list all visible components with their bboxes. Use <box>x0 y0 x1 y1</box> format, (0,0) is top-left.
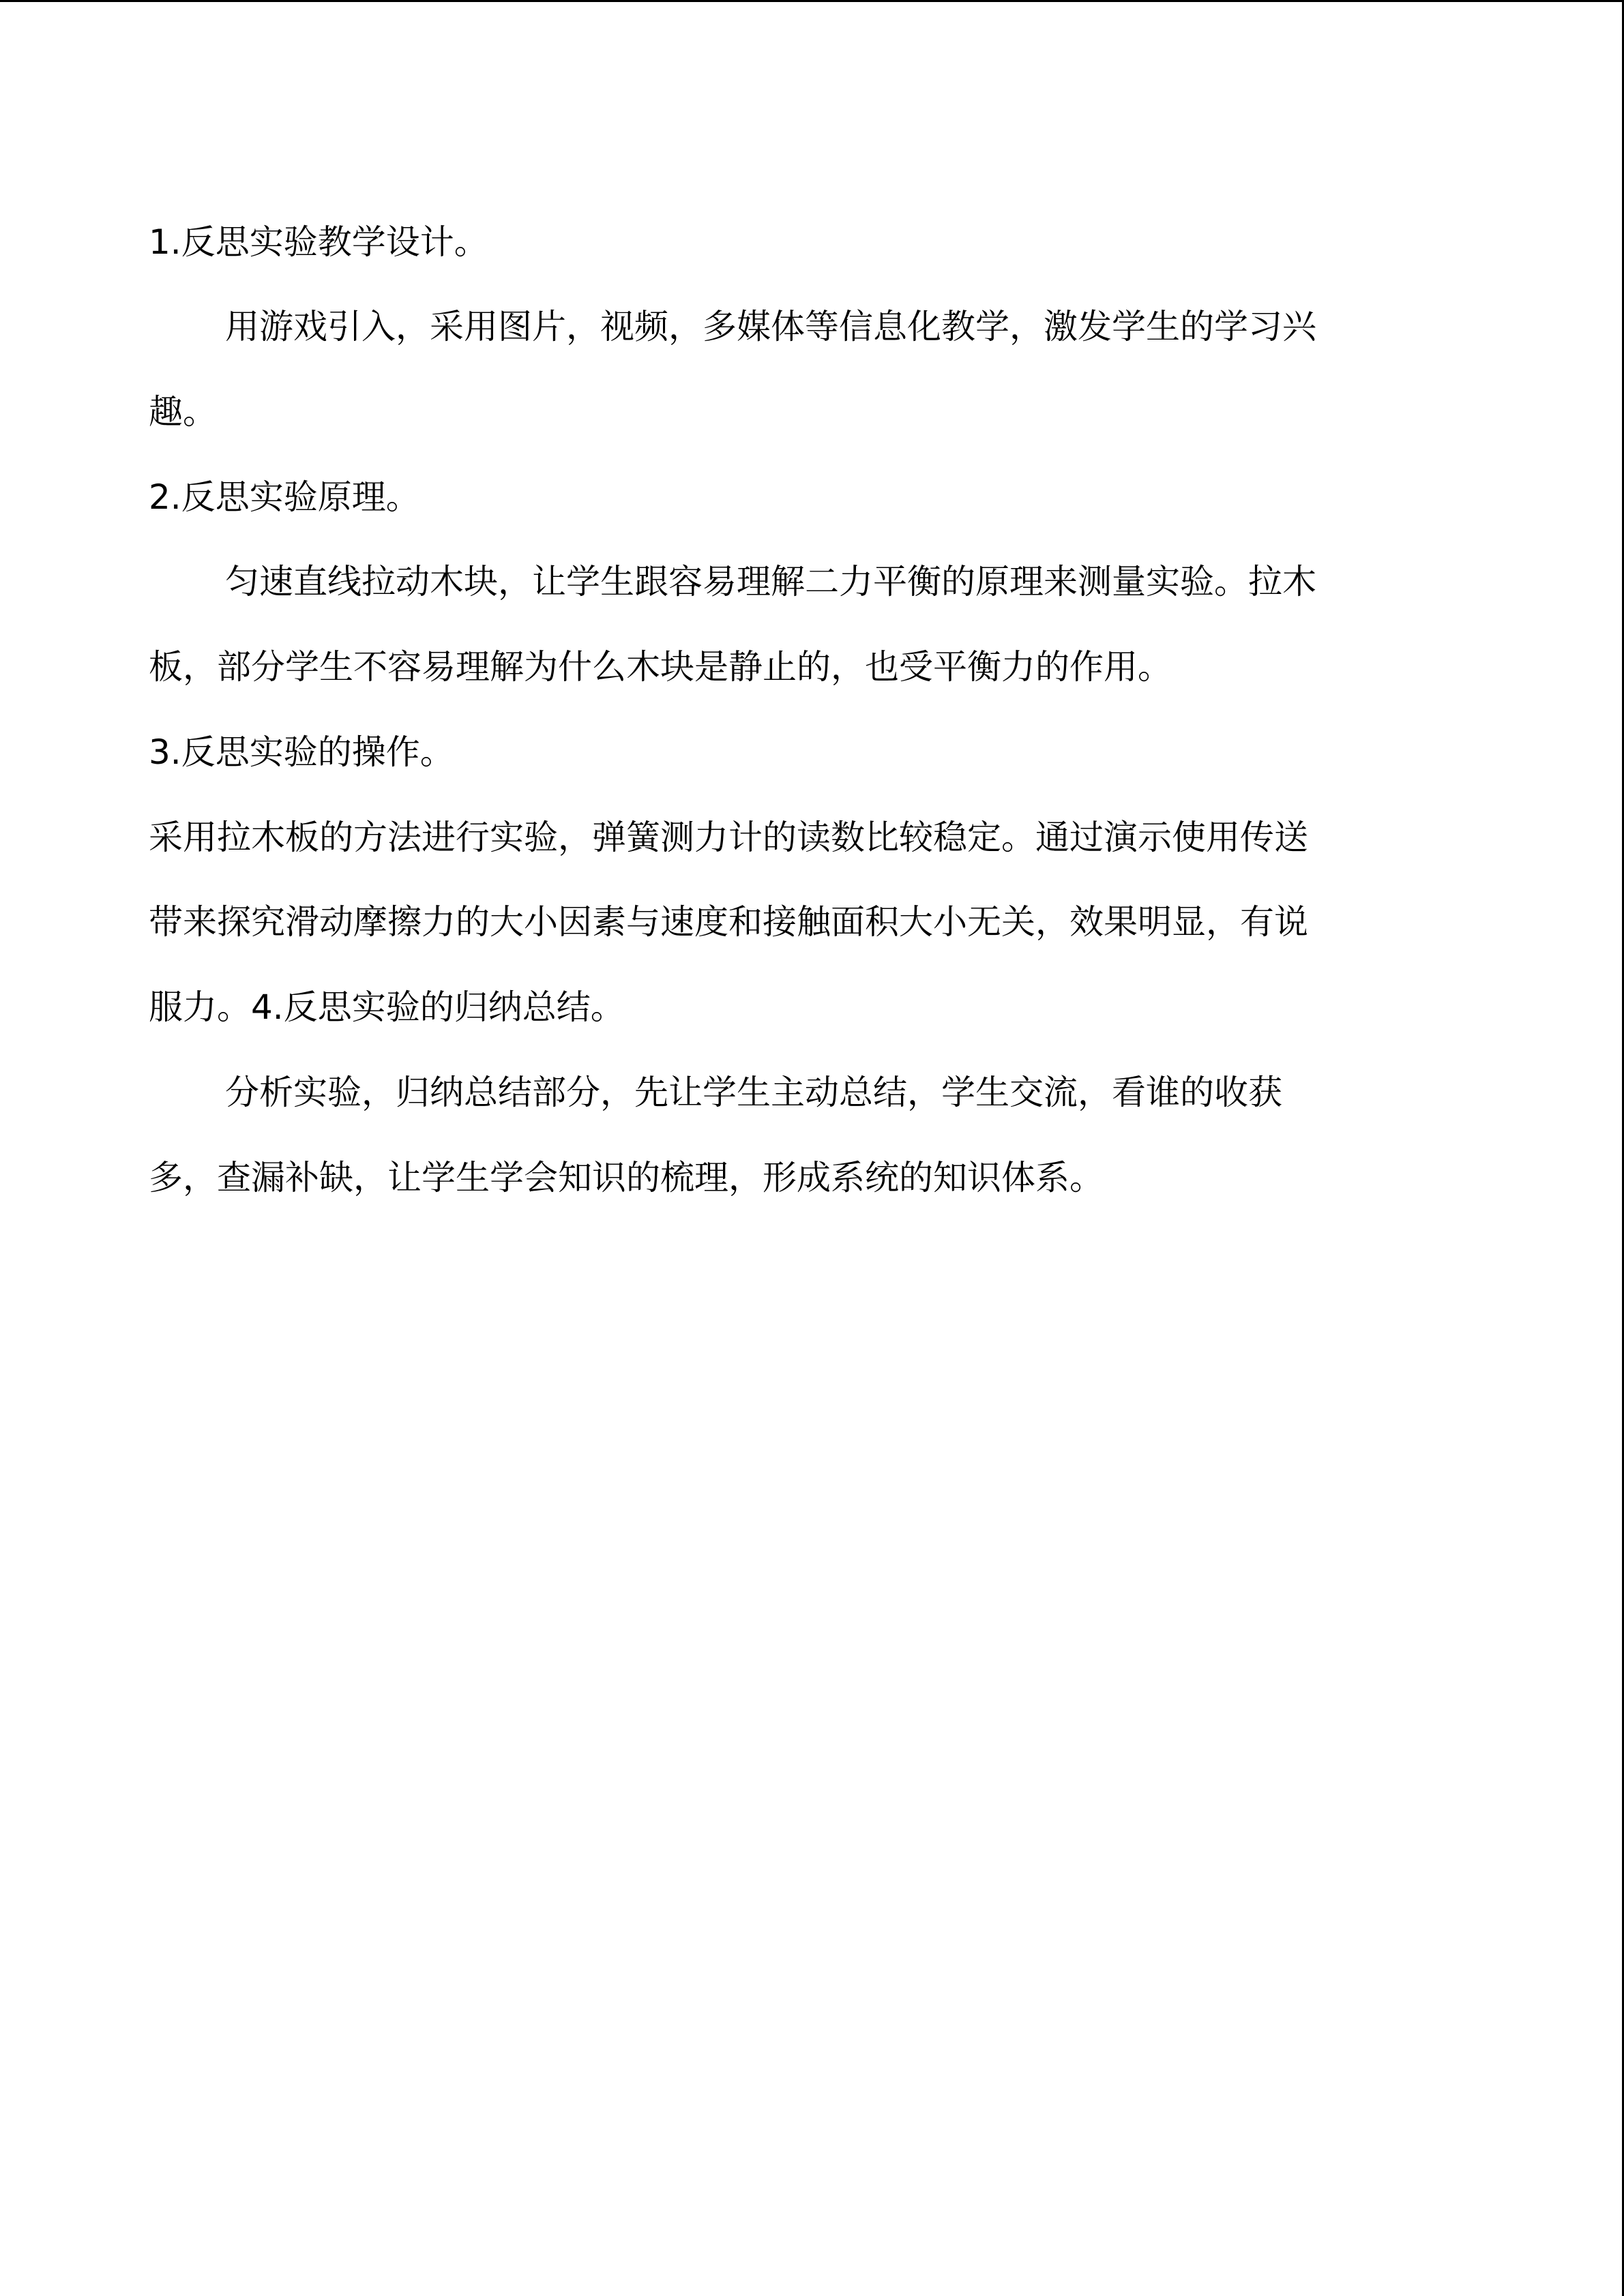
paragraph-line-2: 趣。 <box>149 392 217 432</box>
paragraph-line-6: 带来探究滑动摩擦力的大小因素与速度和接触面积大小无关，效果明显，有说 <box>149 902 1308 942</box>
paragraph-line-4: 板，部分学生不容易理解为什么木块是静止的，也受平衡力的作用。 <box>149 647 1172 687</box>
section-heading-1: 1.反思实验教学设计。 <box>149 222 488 262</box>
paragraph-line-9: 多，查漏补缺，让学生学会知识的梳理，形成系统的知识体系。 <box>149 1158 1104 1197</box>
paragraph-line-8: 分析实验，归纳总结部分，先让学生主动总结，学生交流，看谁的收获 <box>225 1073 1282 1112</box>
section-heading-3: 3.反思实验的操作。 <box>149 732 454 772</box>
paragraph-line-7: 服力。4.反思实验的归纳总结。 <box>149 987 625 1027</box>
section-heading-2: 2.反思实验原理。 <box>149 477 420 517</box>
paragraph-line-3: 匀速直线拉动木块，让学生跟容易理解二力平衡的原理来测量实验。拉木 <box>225 562 1316 601</box>
paragraph-line-1: 用游戏引入，采用图片，视频，多媒体等信息化教学，激发学生的学习兴 <box>225 307 1316 346</box>
paragraph-line-5: 采用拉木板的方法进行实验，弹簧测力计的读数比较稳定。通过演示使用传送 <box>149 818 1308 857</box>
